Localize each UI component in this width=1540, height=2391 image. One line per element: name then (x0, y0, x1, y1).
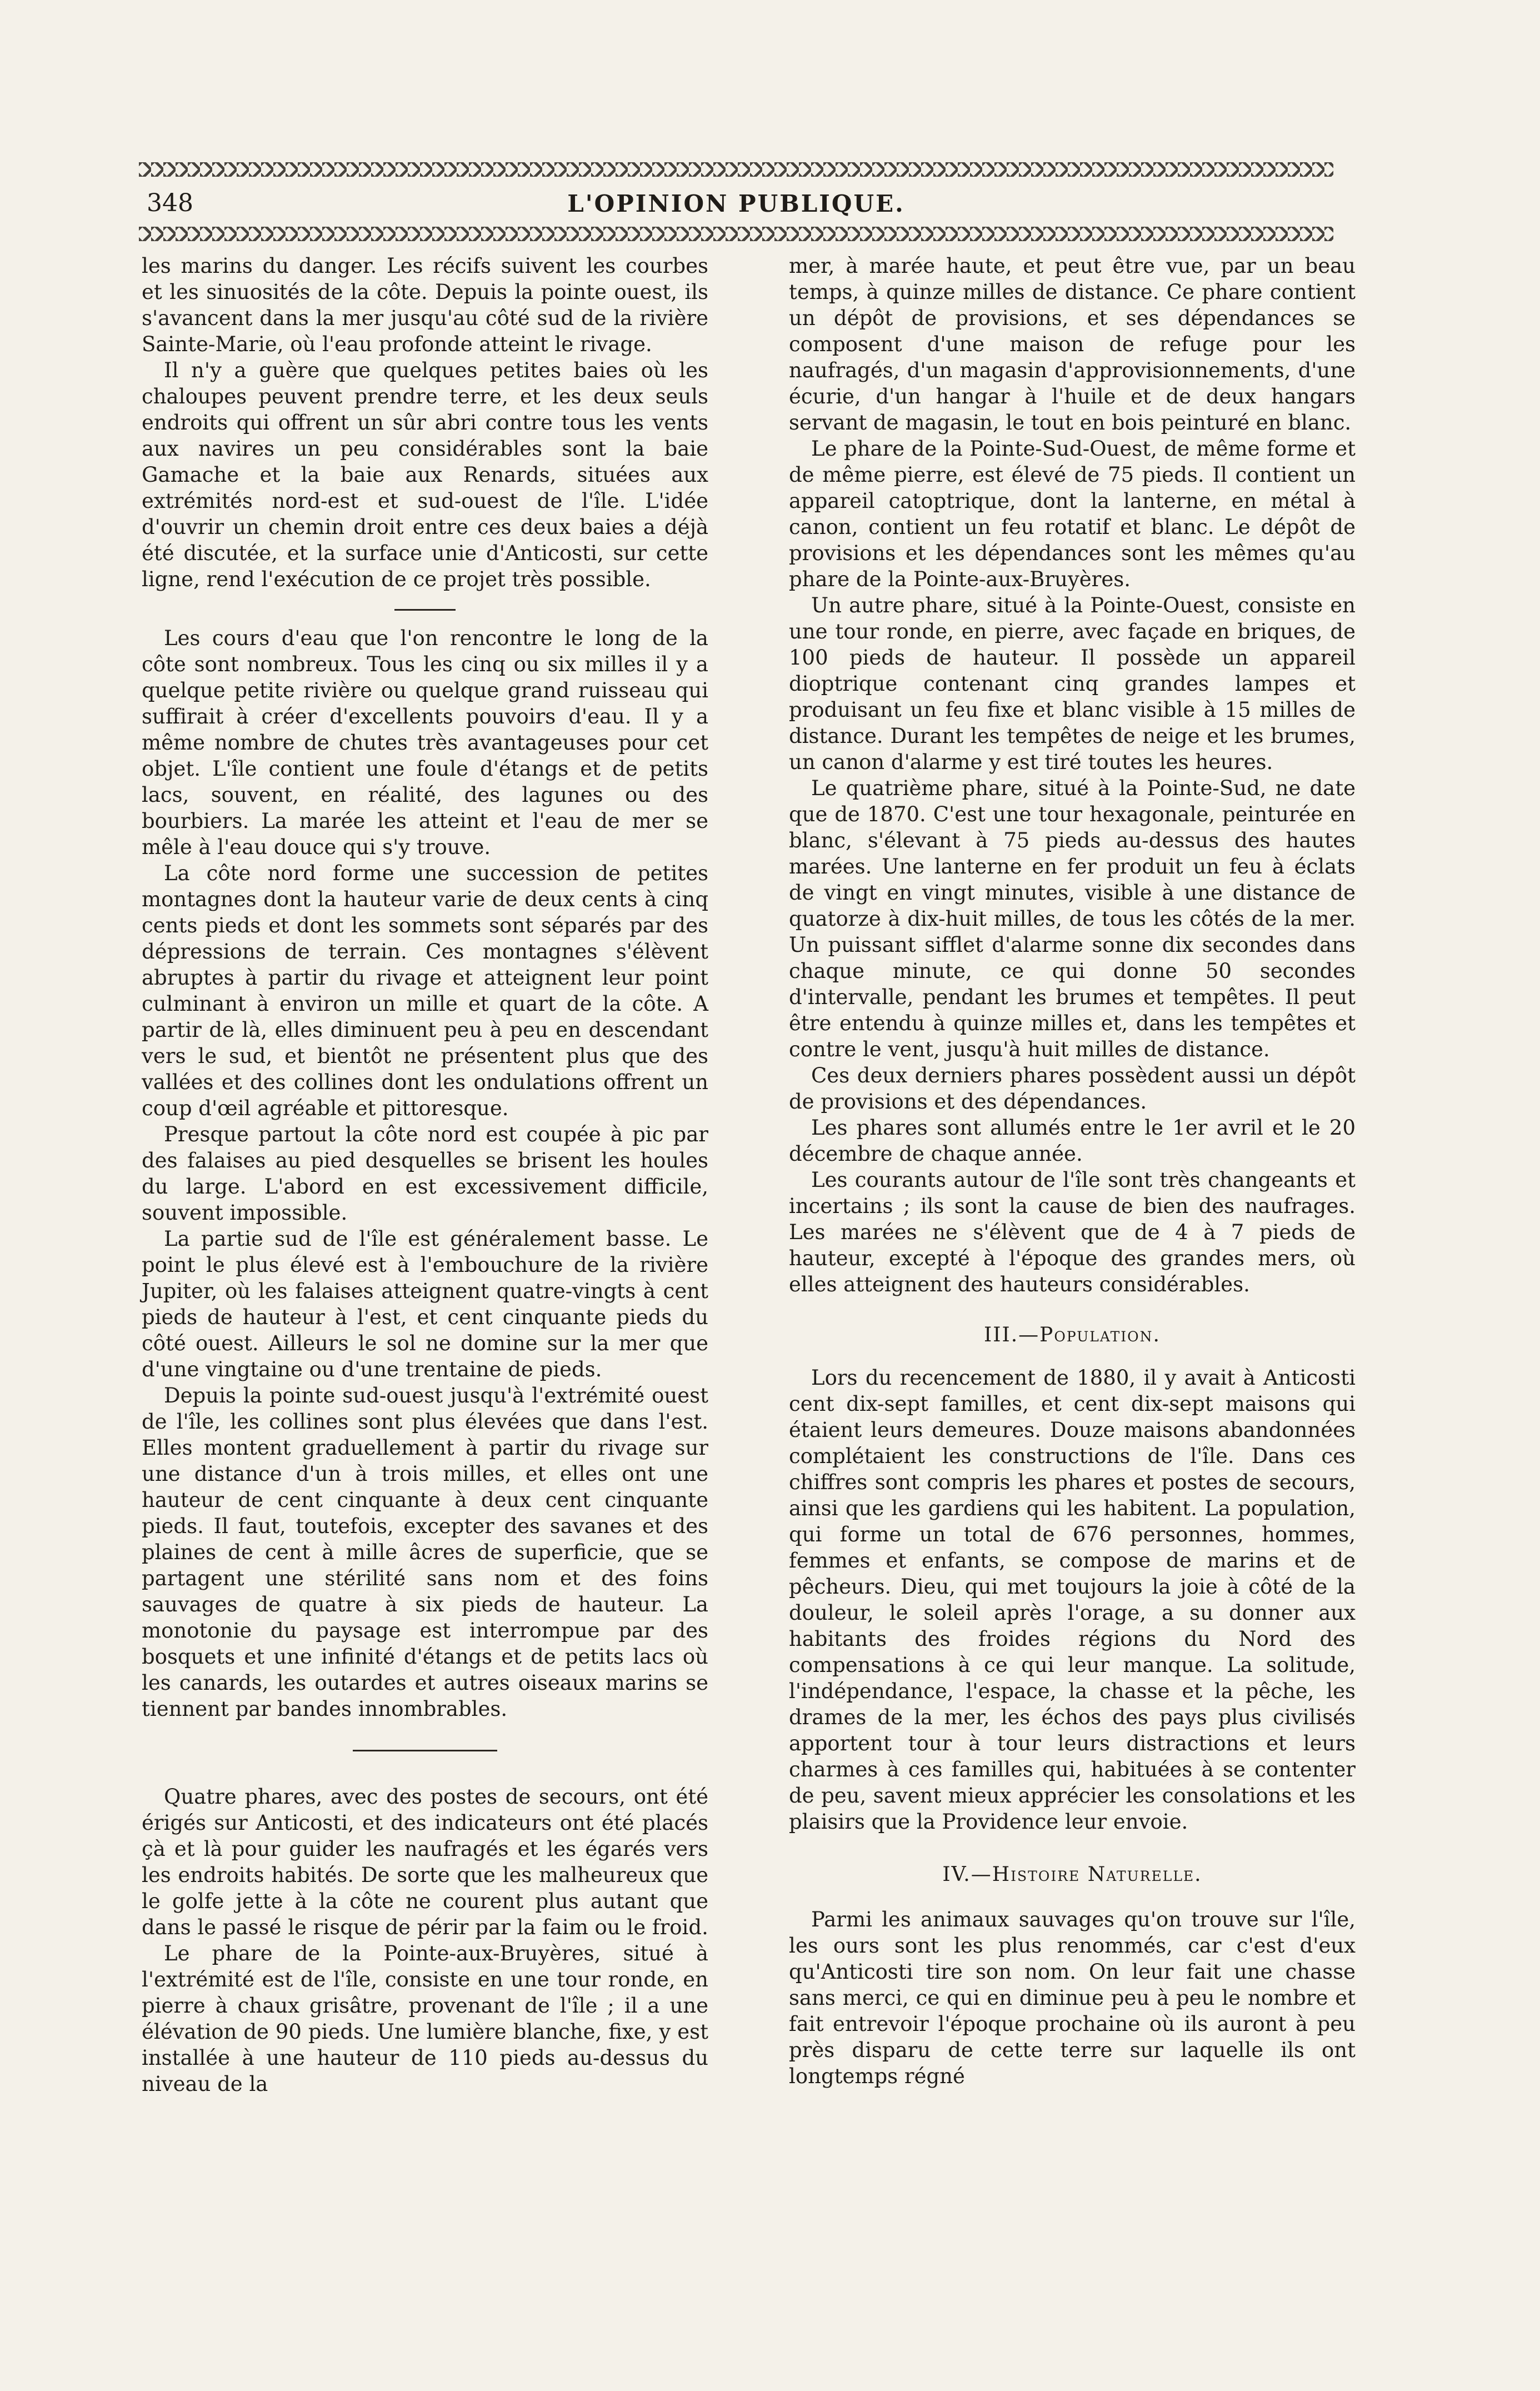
section-heading-histoire-naturelle (789, 1861, 1356, 1888)
paragraph: Les phares sont allumés entre le 1er avril et le 20 décembre de chaque année. (789, 1116, 1356, 1166)
paragraph: Quatre phares, avec des postes de secours, ont été érigés sur Anticosti, et des indicateurs ont été placés çà et là pour guider les naufragés et les égarés vers les endroits habités. De sorte que les malheureux que le golfe jette à la côte ne courent plus autant que dans le passé le risque de périr par la faim ou le froid. (142, 1785, 708, 1939)
left-column (142, 253, 708, 2097)
paragraph: La partie sud de l'île est généralement basse. Le point le plus élevé est à l'embouchure de la rivière Jupiter, où les falaises atteignent quatre-vingts à cent pieds de hauteur à l'est, et cent cinquante pieds du côté ouest. Ailleurs le sol ne domine sur la mer que d'une vingtaine ou d'une trentaine de pieds. (142, 1227, 708, 1381)
paragraph: Un autre phare, situé à la Pointe-Ouest, consiste en une tour ronde, en pierre, avec façade en briques, de 100 pieds de hauteur. Il possède un appareil dioptrique contenant cinq grandes lampes et produisant un feu fixe et blanc visible à 15 milles de distance. Durant les tempêtes de neige et les brumes, un canon d'alarme y est tiré toutes les heures. (789, 593, 1356, 774)
paragraph: Le phare de la Pointe-Sud-Ouest, de même forme et de même pierre, est élevé de 75 pieds. Il contient un appareil catoptrique, dont la lanterne, en métal à canon, contient un feu rotatif et blanc. Le dépôt de provisions et les dépendances sont les mêmes qu'au phare de la Pointe-aux-Bruyères. (789, 437, 1356, 591)
paragraph: Il n'y a guère que quelques petites baies où les chaloupes peuvent prendre terre, et les deux seuls endroits qui offrent un sûr abri contre tous les vents aux navires un peu considérables sont la baie Gamache et la baie aux Renards, situées aux extrémités nord-est et sud-ouest de l'île. L'idée d'ouvrir un chemin droit entre ces deux baies a déjà été discutée, et la surface unie d'Anticosti, sur cette ligne, rend l'exécution de ce projet très possible. (142, 358, 708, 591)
section-separator (353, 1750, 497, 1751)
paragraph: Lors du recencement de 1880, il y avait à Anticosti cent dix-sept familles, et cent dix-sept maisons qui étaient leurs demeures. Douze maisons abandonnées complétaient les constructions de l'île. Dans ces chiffres sont compris les phares et postes de secours, ainsi que les gardiens qui les habitent. La population, qui forme un total de 676 personnes, hommes, femmes et enfants, se compose de marins et de pêcheurs. Dieu, qui met toujours la joie à côté de la douleur, le soleil après l'orage, a su donner aux habitants des froides régions du Nord des compensations à ce qui leur manque. La solitude, l'indépendance, l'espace, la chasse et la pêche, les drames de la mer, les échos des pays plus civilisés apportent tour à tour leurs distractions et leurs charmes à ces familles qui, habituées à se contenter de peu, savent mieux apprécier les consolations et les plaisirs que la Providence leur envoie. (789, 1366, 1356, 1834)
paragraph: Les courants autour de l'île sont très changeants et incertains ; ils sont la cause de bien des naufrages. Les marées ne s'élèvent que de 4 à 7 pieds de hauteur, excepté à l'époque des grandes mers, où elles atteignent des hauteurs considérables. (789, 1168, 1356, 1296)
page-header (139, 189, 1333, 222)
running-title: L'OPINION PUBLIQUE. (567, 190, 905, 217)
section-title: Population. (1039, 1324, 1161, 1346)
right-column (789, 253, 1356, 2089)
paragraph: La côte nord forme une succession de petites montagnes dont la hauteur varie de deux cents à cinq cents pieds et dont les sommets sont séparés par des dépressions de terrain. Ces montagnes s'élèvent abruptes à partir du rivage et atteignent leur point culminant à environ un mille et quart de la côte. A partir de là, elles diminuent peu à peu en descendant vers le sud, et bientôt ne présentent plus que des vallées et des collines dont les ondulations offrent un coup d'œil agréable et pittoresque. (142, 861, 708, 1120)
paragraph: Ces deux derniers phares possèdent aussi un dépôt de provisions et des dépendances. (789, 1064, 1356, 1114)
section-number: IV.— (942, 1863, 992, 1886)
section-separator (394, 609, 456, 611)
section-title: Histoire Naturelle. (992, 1863, 1202, 1886)
paragraph: Les cours d'eau que l'on rencontre le long de la côte sont nombreux. Tous les cinq ou six milles il y a quelque petite rivière ou quelque grand ruisseau qui suffirait à créer d'excellents pouvoirs d'eau. Il y a même nombre de chutes très avantageuses pour cet objet. L'île contient une foule d'étangs et de petits lacs, souvent, en réalité, des lagunes ou des bourbiers. La marée les atteint et l'eau de mer se mêle à l'eau douce qui s'y trouve. (142, 626, 708, 859)
paragraph: Le quatrième phare, situé à la Pointe-Sud, ne date que de 1870. C'est une tour hexagonale, peinturée en blanc, s'élevant à 75 pieds au-dessus des hautes marées. Une lanterne en fer produit un feu à éclats de vingt en vingt minutes, visible à une distance de quatorze à dix-huit milles, de tous les côtés de la mer. Un puissant sifflet d'alarme sonne dix secondes dans chaque minute, ce qui donne 50 secondes d'intervalle, pendant les brumes et tempêtes. Il peut être entendu à quinze milles et, dans les tempêtes et contre le vent, jusqu'à huit milles de distance. (789, 776, 1356, 1061)
header-top-rule (139, 162, 1333, 177)
section-number: III.— (984, 1324, 1040, 1346)
page-number: 348 (147, 189, 193, 217)
paragraph: Le phare de la Pointe-aux-Bruyères, situé à l'extrémité est de l'île, consiste en une tour ronde, en pierre à chaux grisâtre, provenant de l'île ; il a une élévation de 90 pieds. Une lumière blanche, fixe, y est installée à une hauteur de 110 pieds au-dessus du niveau de la (142, 1941, 708, 2096)
paragraph: Presque partout la côte nord est coupée à pic par des falaises au pied desquelles se brisent les houles du large. L'abord en est excessivement difficile, souvent impossible. (142, 1122, 708, 1225)
section-heading-population (789, 1322, 1356, 1348)
paragraph: Parmi les animaux sauvages qu'on trouve sur l'île, les ours sont les plus renommés, car c'est d'eux qu'Anticosti tire son nom. On leur fait une chasse sans merci, ce qui en diminue peu à peu le nombre et fait entrevoir l'époque prochaine où ils auront à peu près disparu de cette terre sur laquelle ils ont longtemps régné (789, 1908, 1356, 2088)
paragraph: les marins du danger. Les récifs suivent les courbes et les sinuosités de la côte. Depuis la pointe ouest, ils s'avancent dans la mer jusqu'au côté sud de la rivière Sainte-Marie, où l'eau profonde atteint le rivage. (142, 254, 708, 356)
paragraph: mer, à marée haute, et peut être vue, par un beau temps, à quinze milles de distance. Ce phare contient un dépôt de provisions, et ses dépendances se composent d'une maison de refuge pour les naufragés, d'un magasin d'approvisionnements, d'une écurie, d'un hangar à l'huile et de deux hangars servant de magasin, le tout en bois peinturé en blanc. (789, 254, 1356, 435)
paragraph: Depuis la pointe sud-ouest jusqu'à l'extrémité ouest de l'île, les collines sont plus élevées que dans l'est. Elles montent graduellement à partir du rivage sur une distance d'un à trois milles, et elles ont une hauteur de cent cinquante à deux cent cinquante pieds. Il faut, toutefois, excepter des savanes et des plaines de cent à mille âcres de superficie, que se partagent une stérilité sans nom et des foins sauvages de quatre à six pieds de hauteur. La monotonie du paysage est interrompue par des bosquets et une infinité d'étangs et de petits lacs où les canards, les outardes et autres oiseaux marins se tiennent par bandes innombrables. (142, 1384, 708, 1721)
header-bottom-rule (139, 227, 1333, 241)
